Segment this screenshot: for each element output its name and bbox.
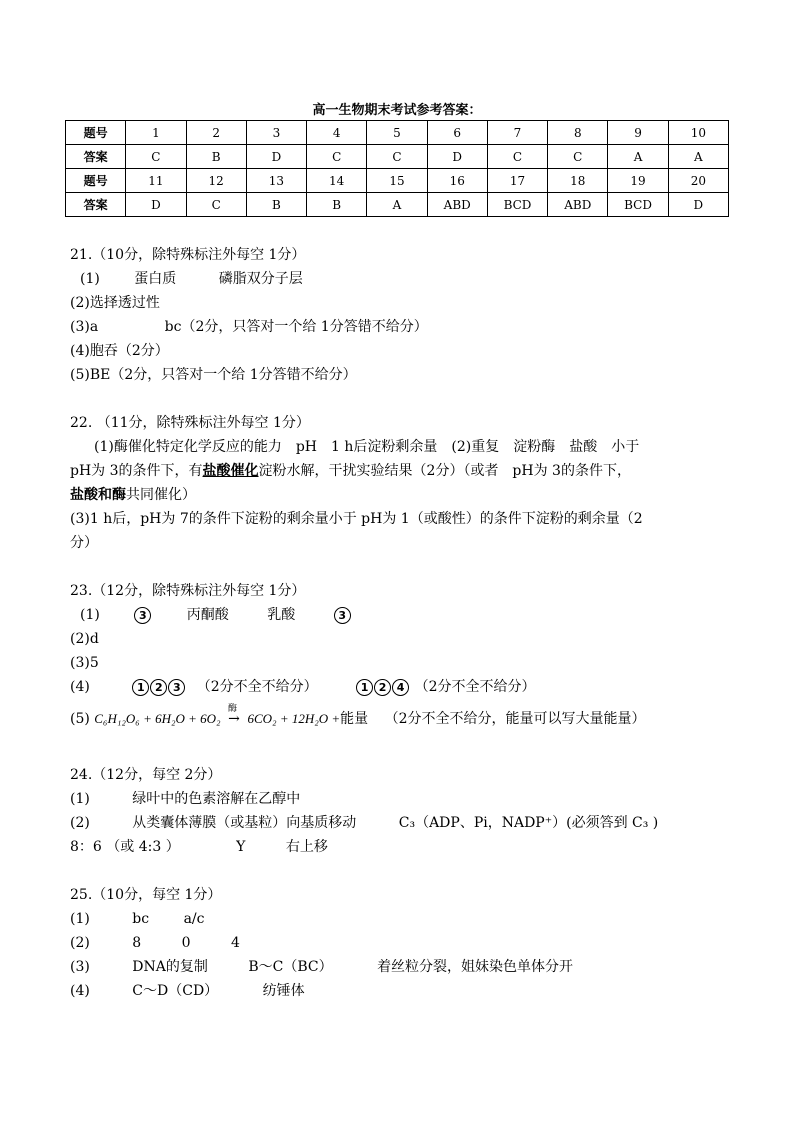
table-cell: D [427, 145, 487, 169]
q22-line3 [70, 486, 196, 504]
table-cell: C [367, 145, 427, 169]
q25-answer2c: 4 [231, 935, 240, 951]
q25-header: 25.（10分，每空 1分） [70, 887, 222, 903]
table-cell: 14 [307, 169, 367, 193]
q23-line1 [80, 606, 352, 624]
q24-answer3b: Y [236, 839, 246, 855]
table-cell: 2 [186, 121, 246, 145]
q22-text3a: 盐酸和酶 [70, 487, 126, 503]
circled-3-mark: 3 [334, 607, 351, 624]
q22-text2c: 淀粉水解，干扰实验结果（2分）（或者 pH为 3的条件下， [258, 463, 631, 479]
table-cell: D [668, 193, 728, 217]
q25-line2 [70, 934, 240, 952]
q24-answer1: 绿叶中的色素溶解在乙醇中 [132, 791, 301, 807]
q21-num1: (1) [80, 271, 100, 287]
table-row-header: 题号 [66, 121, 126, 145]
q24-line2 [70, 814, 658, 832]
q21-answer3a: (3)a [70, 319, 99, 335]
table-cell: C [186, 193, 246, 217]
q21-answer3b: bc（2分，只答对一个给 1分答错不给分） [164, 319, 428, 335]
circled-3-mark: 3 [134, 607, 151, 624]
table-cell: BCD [487, 193, 547, 217]
q23-num5: (5) [70, 711, 90, 727]
q21-answer1a: 蛋白质 [134, 271, 177, 287]
table-cell: 1 [126, 121, 186, 145]
q24-line3 [70, 838, 328, 856]
circled-2-mark: 2 [150, 679, 167, 696]
table-cell: 4 [307, 121, 367, 145]
table-cell: ABD [427, 193, 487, 217]
q25-line3 [70, 958, 573, 976]
table-cell: D [126, 193, 186, 217]
q25-line4 [70, 982, 305, 1000]
table-cell: 12 [186, 169, 246, 193]
equation-products: 6CO₂ + 12H₂O + [247, 711, 341, 726]
table-row [66, 169, 729, 193]
q23-line3: (3)5 [70, 655, 99, 671]
q24-answer2a: 从类囊体薄膜（或基粒）向基质移动 [132, 815, 357, 831]
q21-line3 [70, 318, 428, 336]
table-cell: A [367, 193, 427, 217]
q25-answer3a: DNA的复制 [132, 959, 208, 975]
q22-line5: 分） [70, 535, 98, 551]
enzyme-label: 酶 [228, 704, 238, 714]
table-cell: B [186, 145, 246, 169]
q25-answer4a: C～D（CD） [132, 983, 219, 999]
table-row [66, 145, 729, 169]
table-cell: 18 [548, 169, 608, 193]
table-cell: 16 [427, 169, 487, 193]
table-cell: 20 [668, 169, 728, 193]
q22-line1: (1)酶催化特定化学反应的能力 pH 1 h后淀粉剩余量 (2)重复 淀粉酶 盐酸 小于 [94, 439, 640, 455]
q25-answer4b: 纺锤体 [262, 983, 305, 999]
q22-line4: (3)1 h后，pH为 7的条件下淀粉的剩余量小于 pH为 1（或酸性）的条件下淀粉的剩余量（2 [70, 511, 643, 527]
table-cell: C [126, 145, 186, 169]
document-title: 高一生物期末考试参考答案： [312, 103, 482, 118]
q25-answer1a: bc [132, 911, 150, 927]
q25-answer2b: 0 [181, 935, 191, 951]
q24-num2: (2) [70, 815, 90, 831]
table-cell: 5 [367, 121, 427, 145]
q22-line2 [70, 462, 631, 480]
table-cell: 13 [246, 169, 306, 193]
q22-text3b: 共同催化） [126, 487, 196, 503]
q24-answer2b: C₃（ADP、Pi，NADP⁺）(必须答到 C₃ ) [398, 815, 659, 831]
table-row-header: 答案 [66, 193, 126, 217]
table-cell: 10 [668, 121, 728, 145]
circled-1-mark: 1 [132, 679, 149, 696]
q23-answer1b: 丙酮酸 [186, 607, 229, 623]
table-cell: ABD [548, 193, 608, 217]
q25-num4: (4) [70, 983, 90, 999]
table-cell: 7 [487, 121, 547, 145]
table-cell: 3 [246, 121, 306, 145]
equation-energy: 能量 [340, 711, 369, 727]
q24-answer3a: 8：6 （或 4:3 ） [70, 839, 180, 855]
table-cell: C [307, 145, 367, 169]
circled-2-mark: 2 [374, 679, 391, 696]
table-row [66, 121, 729, 145]
q25-answer2a: 8 [132, 935, 142, 951]
q23-note5: （2分不全不给分，能量可以写大量能量） [384, 711, 646, 727]
q21-answer1b: 磷脂双分子层 [218, 271, 303, 287]
circled-group-1 [132, 679, 186, 695]
circled-4-mark: 4 [392, 679, 409, 696]
q25-answer3b: B～C（BC） [248, 959, 333, 975]
table-cell: 17 [487, 169, 547, 193]
q23-note4a: （2分不全不给分） [196, 679, 318, 695]
table-row-header: 答案 [66, 145, 126, 169]
table-row [66, 193, 729, 217]
table-cell: 15 [367, 169, 427, 193]
table-cell: C [487, 145, 547, 169]
q22-header: 22. （11分，除特殊标注外每空 1分） [70, 415, 310, 431]
q23-num4: (4) [70, 679, 90, 695]
table-row-header: 题号 [66, 169, 126, 193]
q21-header: 21.（10分，除特殊标注外每空 1分） [70, 247, 306, 263]
table-cell: 11 [126, 169, 186, 193]
q25-answer3c: 着丝粒分裂，姐妹染色单体分开 [377, 959, 574, 975]
q21-line2: (2)选择透过性 [70, 295, 160, 311]
q25-answer1b: a/c [183, 911, 205, 927]
q24-answer3c: 右上移 [285, 839, 328, 855]
q25-num3: (3) [70, 959, 90, 975]
q23-line2: (2)d [70, 631, 99, 647]
circled-1-mark: 1 [356, 679, 373, 696]
q21-line5: (5)BE（2分，只答对一个给 1分答错不给分） [70, 367, 357, 383]
table-cell: D [246, 145, 306, 169]
circled-3-mark: 3 [168, 679, 185, 696]
q24-num1: (1) [70, 791, 90, 807]
table-cell: BCD [608, 193, 668, 217]
q25-num1: (1) [70, 911, 90, 927]
table-cell: 8 [548, 121, 608, 145]
q23-num1: (1) [80, 607, 100, 623]
circled-group-2 [356, 679, 410, 695]
table-cell: A [608, 145, 668, 169]
table-cell: 9 [608, 121, 668, 145]
q24-line1 [70, 790, 300, 808]
q23-note4b: （2分不全不给分） [414, 679, 536, 695]
answer-table [65, 120, 729, 217]
q23-line4 [70, 678, 536, 696]
q23-answer1c: 乳酸 [267, 607, 296, 623]
equation-reactants: C₆H₁₂O₆ + 6H₂O + 6O₂ [94, 711, 221, 726]
reaction-arrow: 酶 → [225, 710, 243, 728]
table-cell: B [307, 193, 367, 217]
table-cell: A [668, 145, 728, 169]
q25-line1 [70, 910, 204, 928]
q21-line4: (4)胞吞（2分） [70, 343, 169, 359]
table-cell: 6 [427, 121, 487, 145]
table-cell: 19 [608, 169, 668, 193]
q23-line5 [70, 704, 646, 728]
q25-num2: (2) [70, 935, 90, 951]
q24-header: 24.（12分，每空 2分） [70, 767, 222, 783]
table-cell: B [246, 193, 306, 217]
q22-text2b: 盐酸催化 [202, 463, 259, 479]
q21-line1 [80, 270, 303, 288]
q22-text2a: pH为 3的条件下，有 [70, 463, 203, 479]
table-cell: C [548, 145, 608, 169]
q23-header: 23.（12分，除特殊标注外每空 1分） [70, 583, 306, 599]
